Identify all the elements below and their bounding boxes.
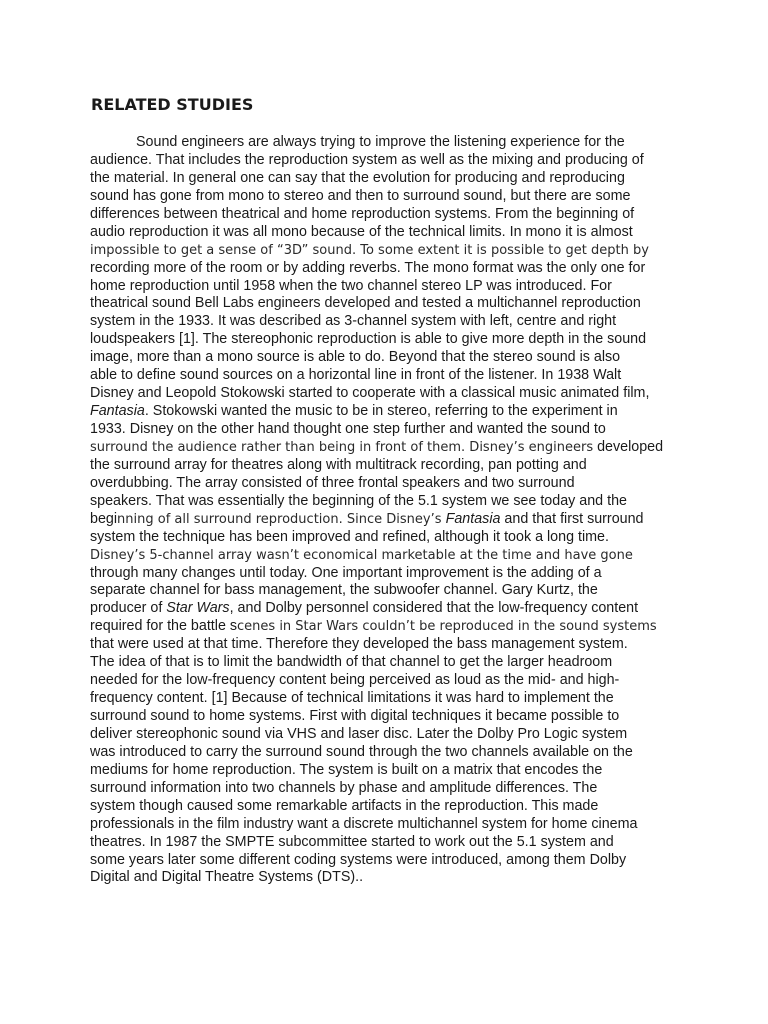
paragraph-line	[90, 511, 690, 529]
paragraph-line: differences between theatrical and home reproduction systems. From the beginning of	[90, 205, 635, 222]
line-text: , and Dolby personnel considered that the low-frequency content	[229, 600, 639, 617]
film-title: Fantasia	[90, 403, 145, 420]
paragraph-line: overdubbing. The array consisted of three frontal speakers and two surround	[90, 474, 575, 491]
paragraph-line: sound has gone from mono to stereo and then to surround sound, but there are some	[90, 187, 631, 204]
paragraph-line: system in the 1933. It was described as 3-channel system with left, centre and right	[90, 313, 617, 330]
paragraph-line: able to define sound sources on a horizontal line in front of the listener. In 1938 Walt	[90, 367, 622, 384]
paragraph-line	[90, 618, 690, 636]
paragraph-line: system though caused some remarkable artifacts in the reproduction. This made	[90, 797, 599, 814]
paragraph-line: separate channel for bass management, the subwoofer channel. Gary Kurtz, the	[90, 582, 598, 599]
paragraph-line: professionals in the film industry want a discrete multichannel system for home cinema	[90, 815, 638, 832]
paragraph-line: that were used at that time. Therefore they developed the bass management system.	[90, 636, 628, 653]
line-text: developed	[593, 438, 664, 455]
paragraph-line: speakers. That was essentially the beginning of the 5.1 system we see today and the	[90, 492, 627, 509]
line-text: . Stokowski wanted the music to be in stereo, referring to the experiment in	[144, 403, 618, 420]
body-paragraph	[90, 134, 690, 887]
paragraph-line: audience. That includes the reproduction system as well as the mixing and producing of	[90, 151, 644, 168]
paragraph-line: Disney’s 5-channel array wasn’t economical marketable at the time and have gone	[90, 547, 633, 563]
paragraph-line: deliver stereophonic sound via VHS and laser disc. Later the Dolby Pro Logic system	[90, 725, 628, 742]
paragraph-line: surround sound to home systems. First with digital techniques it became possible to	[90, 708, 620, 724]
paragraph-line: theatres. In 1987 the SMPTE subcommittee started to work out the 5.1 system and	[90, 833, 614, 850]
section-heading: RELATED STUDIES	[91, 95, 254, 114]
paragraph-line: The idea of that is to limit the bandwidth of that channel to get the larger headroom	[90, 654, 613, 671]
line-text: and that first surround	[500, 510, 644, 527]
paragraph-line: recording more of the room or by adding reverbs. The mono format was the only one for	[90, 259, 646, 276]
paragraph-line: system the technique has been improved and refined, although it took a long time.	[90, 528, 609, 545]
paragraph-line: home reproduction until 1958 when the two channel stereo LP was introduced. For	[90, 277, 612, 294]
paragraph-line	[90, 600, 690, 618]
line-text: cenes in Star Wars couldn’t be reproduced in the sound systems	[237, 619, 657, 635]
paragraph-line: loudspeakers [1]. The stereophonic reproduction is able to give more depth in the sound	[90, 331, 647, 348]
paragraph-line: needed for the low-frequency content being perceived as loud as the mid- and high-	[90, 672, 620, 689]
line-text: surround the audience rather than being in front of them. Disney’s engineers	[90, 439, 594, 455]
paragraph-line: 1933. Disney on the other hand thought one step further and wanted the sound to	[90, 421, 606, 437]
paragraph-line: through many changes until today. One important improvement is the adding of a	[90, 564, 602, 581]
paragraph-line: frequency content. [1] Because of technical limitations it was hard to implement the	[90, 690, 614, 707]
paragraph-line: audio reproduction it was all mono because of the technical limits. In mono it is almost	[90, 223, 633, 240]
paragraph-line	[90, 403, 690, 421]
paragraph-line: impossible to get a sense of “3D” sound. To some extent it is possible to get depth by	[90, 242, 649, 258]
paragraph-line: Digital and Digital Theatre Systems (DTS)..	[90, 869, 364, 886]
paragraph-line	[90, 439, 690, 457]
film-title: Star Wars	[166, 600, 230, 617]
line-text: begi	[90, 510, 118, 527]
paragraph-line: was introduced to carry the surround sound through the two channels available on the	[90, 743, 633, 760]
paragraph-line: Disney and Leopold Stokowski started to cooperate with a classical music animated film,	[90, 385, 650, 402]
paragraph-line: the surround array for theatres along with multitrack recording, pan potting and	[90, 456, 587, 473]
line-text: producer of	[90, 600, 167, 617]
paragraph-line: some years later some different coding systems were introduced, among them Dolby	[90, 851, 627, 868]
line-text: required for the battle s	[90, 618, 238, 635]
paragraph-line: surround information into two channels by phase and amplitude differences. The	[90, 779, 598, 796]
line-text: nning of all surround reproduction. Since Disney’s	[117, 511, 446, 527]
paragraph-line: image, more than a mono source is able to do. Beyond that the stereo sound is also	[90, 349, 621, 366]
paragraph-line: mediums for home reproduction. The system is built on a matrix that encodes the	[90, 761, 603, 778]
paragraph-line: Sound engineers are always trying to improve the listening experience for the	[136, 134, 625, 150]
paragraph-line: theatrical sound Bell Labs engineers developed and tested a multichannel reproduction	[90, 295, 641, 312]
paragraph-line: the material. In general one can say that the evolution for producing and reproducing	[90, 169, 625, 186]
film-title: Fantasia	[445, 510, 501, 527]
